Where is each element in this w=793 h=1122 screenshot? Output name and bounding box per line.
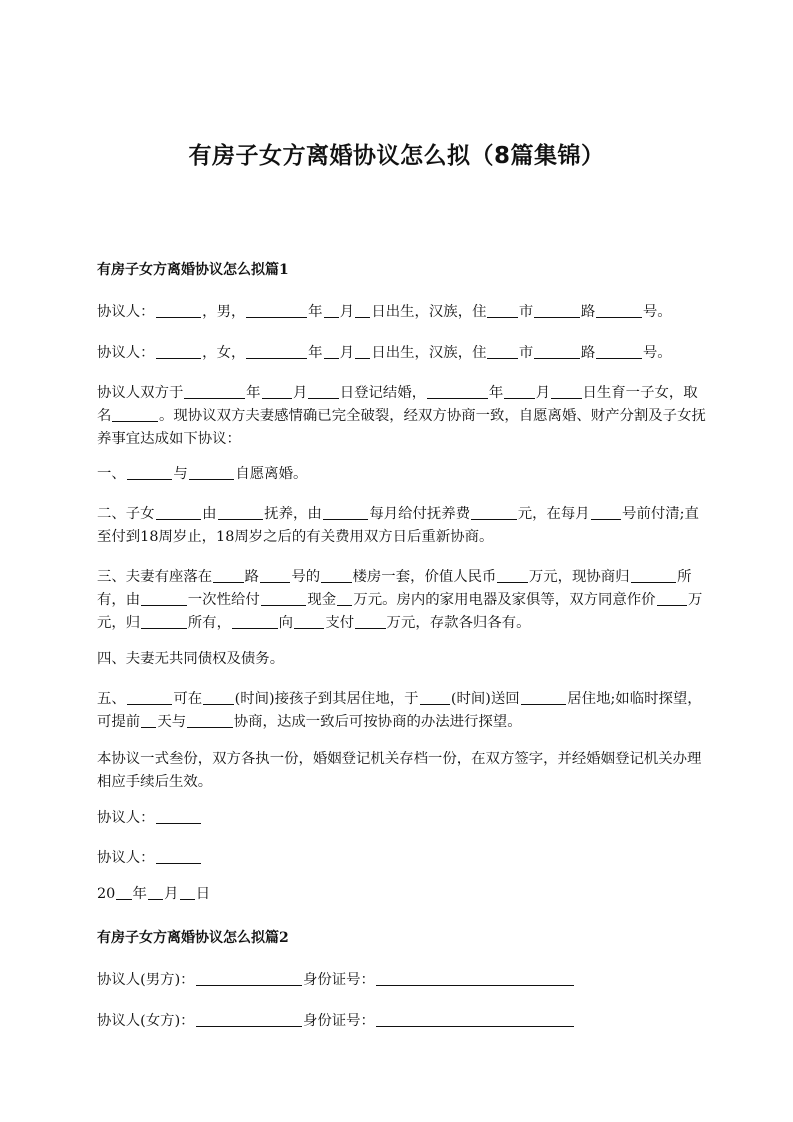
blank-line	[427, 397, 488, 399]
paragraph: 协议人： ，女， 年 月 日出生，汉族，住 市 路 号。	[97, 345, 672, 361]
blank-line	[246, 357, 307, 359]
paragraph: 协议人双方于 年 月 日登记结婚， 年 月 日生育一子女，取名 。现协议双方夫妻感情确已完全破裂，经双方协商一致，自愿离婚、财产分割及子女抚养事宜达成如下协议：	[97, 385, 706, 447]
blank-line	[596, 316, 642, 318]
paragraph: 本协议一式叁份，双方各执一份，婚姻登记机关存档一份，在双方签字，并经婚姻登记机关办理相应手续后生效。	[97, 751, 702, 790]
blank-line	[156, 822, 202, 824]
blank-line	[156, 357, 202, 359]
blank-line	[141, 604, 187, 606]
section-heading: 有房子女方离婚协议怎么拟篇1	[97, 262, 289, 278]
blank-line	[156, 862, 202, 864]
blank-line	[294, 627, 324, 629]
document-title: 有房子女方离婚协议怎么拟（8篇集锦）	[188, 143, 605, 169]
paragraph: 五、 可在 (时间)接孩子到其居住地，于 (时间)送回 居住地;如临时探望，可提前 天与 协商，达成一致后可按协商的办法进行探望。	[97, 691, 702, 730]
blank-line	[213, 581, 243, 583]
paragraph: 协议人(男方)： 身份证号：	[97, 969, 709, 992]
blank-line	[420, 703, 450, 705]
blank-line	[203, 703, 233, 705]
blank-line	[218, 518, 264, 520]
blank-line	[260, 581, 290, 583]
blank-line	[497, 581, 527, 583]
blank-line	[551, 397, 581, 399]
blank-line	[141, 726, 156, 728]
blank-line	[324, 357, 339, 359]
blank-line	[116, 898, 131, 900]
blank-line	[323, 518, 369, 520]
blank-line	[148, 898, 163, 900]
blank-line	[189, 478, 235, 480]
date-line: 20 年 月 日	[97, 886, 211, 902]
blank-line	[232, 627, 278, 629]
blank-line	[324, 316, 339, 318]
blank-line	[127, 703, 173, 705]
blank-line	[376, 984, 574, 986]
signature-line: 协议人：	[97, 847, 709, 870]
blank-line	[355, 357, 370, 359]
blank-line	[196, 984, 302, 986]
blank-line	[534, 357, 580, 359]
blank-line	[321, 581, 351, 583]
blank-line	[521, 703, 567, 705]
paragraph: 四、夫妻无共同债权及债务。	[97, 651, 285, 667]
blank-line	[534, 316, 580, 318]
blank-line	[246, 316, 307, 318]
blank-line	[487, 316, 517, 318]
blank-line	[308, 397, 338, 399]
blank-line	[127, 478, 173, 480]
blank-line	[355, 627, 385, 629]
blank-line	[631, 581, 677, 583]
blank-line	[657, 604, 687, 606]
blank-line	[261, 604, 307, 606]
blank-line	[504, 397, 534, 399]
paragraph: 一、 与 自愿离婚。	[97, 466, 308, 482]
blank-line	[156, 316, 202, 318]
blank-line	[141, 627, 187, 629]
blank-line	[337, 604, 352, 606]
blank-line	[187, 726, 233, 728]
signature-line: 协议人：	[97, 807, 709, 830]
paragraph: 协议人(女方)： 身份证号：	[97, 1010, 709, 1033]
blank-line	[487, 357, 517, 359]
blank-line	[591, 518, 621, 520]
blank-line	[156, 518, 202, 520]
blank-line	[112, 420, 158, 422]
blank-line	[376, 1025, 574, 1027]
blank-line	[184, 397, 245, 399]
blank-line	[596, 357, 642, 359]
paragraph: 协议人： ，男， 年 月 日出生，汉族，住 市 路 号。	[97, 304, 672, 320]
blank-line	[180, 898, 195, 900]
blank-line	[471, 518, 517, 520]
paragraph: 三、夫妻有座落在 路 号的 楼房一套，价值人民币 万元，现协商归 所有，由 一次性给付 现金 万元。房内的家用电器及家俱等，双方同意作价 万元，归 所有， 向 支付 万元，存款各归各有。	[97, 569, 703, 631]
blank-line	[355, 316, 370, 318]
blank-line	[262, 397, 292, 399]
section-heading: 有房子女方离婚协议怎么拟篇2	[97, 930, 289, 946]
paragraph: 二、子女 由 抚养，由 每月给付抚养费 元，在每月 号前付清;直至付到18周岁止，18周岁之后的有关费用双方日后重新协商。	[97, 506, 699, 545]
blank-line	[196, 1025, 302, 1027]
